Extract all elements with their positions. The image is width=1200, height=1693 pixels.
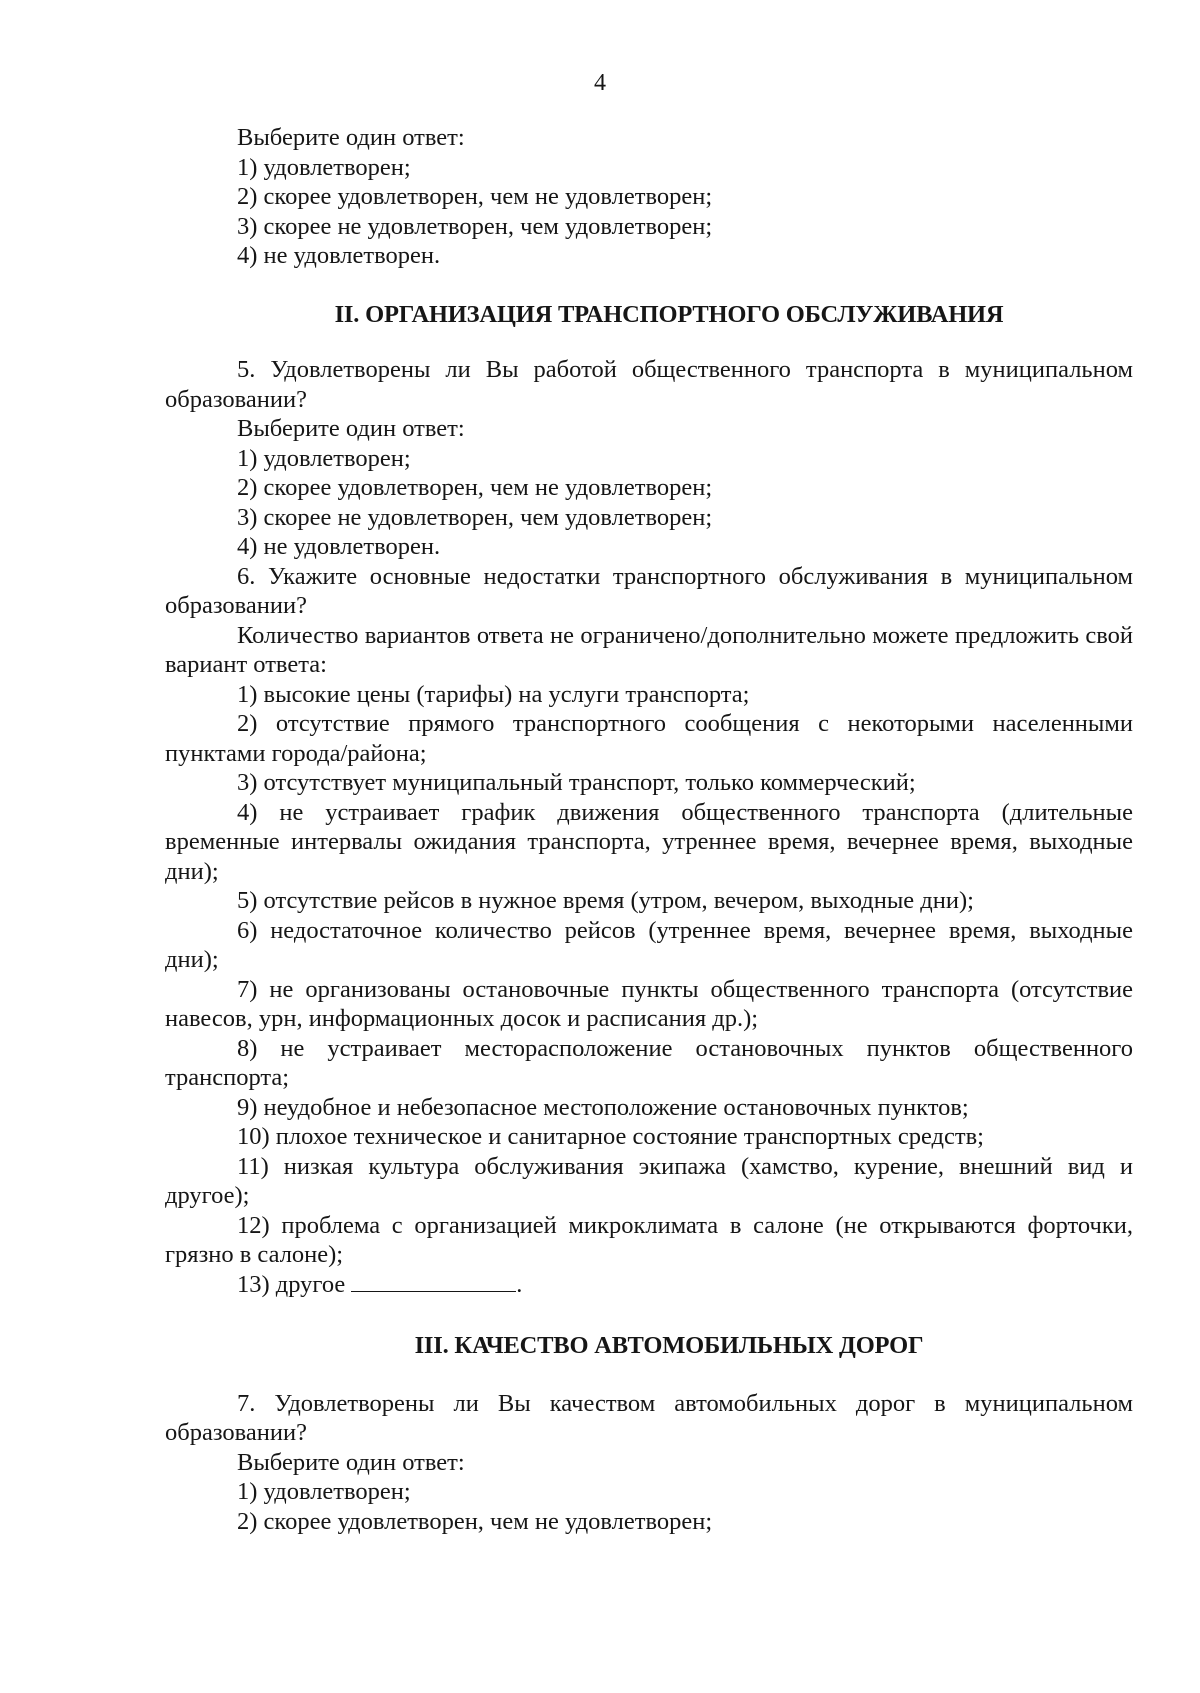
answer-option: 4) не удовлетворен. — [237, 242, 441, 269]
question-7: 7. Удовлетворены ли Вы качеством автомобильных дорог в муниципальном образовании? — [165, 1389, 1133, 1446]
document-body — [165, 123, 1133, 1536]
page-number: 4 — [594, 70, 606, 96]
answer-option: 3) скорее не удовлетворен, чем удовлетворен; — [237, 503, 713, 531]
answer-option: 1) высокие цены (тарифы) на услуги транспорта; — [237, 680, 750, 708]
choose-one-instruction: Выберите один ответ: — [237, 415, 465, 442]
answer-option: 2) скорее удовлетворен, чем не удовлетворен; — [237, 474, 713, 501]
question-5: 5. Удовлетворены ли Вы работой общественного транспорта в муниципальном образовании? — [165, 356, 1133, 413]
answer-option: 1) удовлетворен; — [237, 444, 411, 472]
question-6: 6. Укажите основные недостатки транспортного обслуживания в муниципальном образовании? — [165, 562, 1133, 619]
answer-option: 4) не удовлетворен. — [237, 533, 441, 560]
answer-option-other — [165, 1270, 1133, 1300]
answer-option: 6) недостаточное количество рейсов (утреннее время, вечернее время, выходные дни); — [165, 916, 1133, 973]
multi-answer-instruction: Количество вариантов ответа не ограничено/дополнительно можете предложить свой вариант ответа: — [165, 621, 1133, 678]
section-heading-transport: II. ОРГАНИЗАЦИЯ ТРАНСПОРТНОГО ОБСЛУЖИВАНИЯ — [334, 300, 1004, 328]
answer-option: 2) скорее удовлетворен, чем не удовлетворен; — [237, 1507, 713, 1535]
other-label: 13) другое — [237, 1270, 346, 1298]
answer-option: 2) отсутствие прямого транспортного сообщения с некоторыми населенными пунктами города/района; — [165, 710, 1133, 767]
answer-option: 7) не организованы остановочные пункты общественного транспорта (отсутствие навесов, урн, информационных досок и расписания др.); — [165, 975, 1133, 1032]
answer-option: 3) скорее не удовлетворен, чем удовлетворен; — [237, 212, 713, 240]
answer-option: 12) проблема с организацией микроклимата в салоне (не открываются форточки, грязно в салоне); — [165, 1211, 1133, 1268]
other-end: . — [516, 1270, 523, 1298]
answer-option: 10) плохое техническое и санитарное состояние транспортных средств; — [237, 1123, 984, 1150]
answer-option: 1) удовлетворен; — [237, 1478, 411, 1505]
section-heading-roads: III. КАЧЕСТВО АВТОМОБИЛЬНЫХ ДОРОГ — [414, 1332, 924, 1359]
answer-option: 4) не устраивает график движения общественного транспорта (длительные временные интервалы ожидания транспорта, утреннее время, вечернее время, выходные дни); — [165, 798, 1133, 885]
answer-option: 3) отсутствует муниципальный транспорт, только коммерческий; — [237, 769, 916, 796]
choose-one-instruction: Выберите один ответ: — [237, 124, 465, 151]
answer-option: 11) низкая культура обслуживания экипажа (хамство, курение, внешний вид и другое); — [165, 1152, 1133, 1209]
answer-option: 5) отсутствие рейсов в нужное время (утром, вечером, выходные дни); — [237, 887, 974, 914]
answer-option: 9) неудобное и небезопасное местоположение остановочных пунктов; — [237, 1093, 969, 1121]
choose-one-instruction: Выберите один ответ: — [237, 1448, 465, 1476]
answer-option: 1) удовлетворен; — [237, 153, 411, 181]
fill-in-blank-line — [351, 1271, 516, 1292]
answer-option: 8) не устраивает месторасположение остановочных пунктов общественного транспорта; — [165, 1034, 1133, 1091]
answer-option: 2) скорее удовлетворен, чем не удовлетворен; — [237, 183, 713, 210]
